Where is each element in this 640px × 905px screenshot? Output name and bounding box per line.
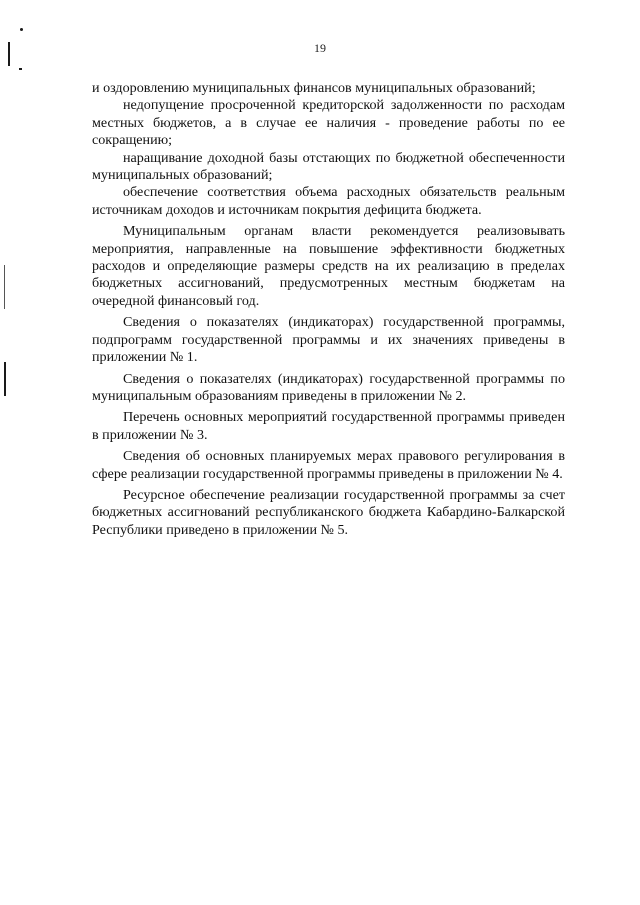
paragraph-9: Сведения об основных планируемых мерах правового регулирования в сфере реализации государственной программы приведены в приложении № 4. — [92, 448, 565, 482]
paragraph-7: Сведения о показателях (индикаторах) государственной программы по муниципальным образованиям приведены в приложении № 2. — [92, 370, 565, 404]
paragraph-8: Перечень основных мероприятий государственной программы приведен в приложении № 3. — [92, 409, 565, 443]
document-body — [92, 80, 565, 539]
paragraph-1: и оздоровлению муниципальных финансов муниципальных образований; — [92, 80, 536, 96]
paragraph-10: Ресурсное обеспечение реализации государственной программы за счет бюджетных ассигнований республиканского бюджета Кабардино-Балкарской Республики приведено в приложении № 5. — [92, 486, 565, 538]
scan-artifact-top — [20, 28, 23, 31]
paragraph-3: наращивание доходной базы отстающих по бюджетной обеспеченности муниципальных образований; — [92, 149, 565, 184]
paragraph-2: недопущение просроченной кредиторской задолженности по расходам местных бюджетов, а в случае ее наличия - проведение работы по ее сокращению; — [92, 97, 565, 149]
scan-artifact-bar-3 — [4, 362, 6, 396]
page-number: 19 — [314, 41, 326, 55]
paragraph-6: Сведения о показателях (индикаторах) государственной программы, подпрограмм государственной программы и их значениях приведены в приложении № 1. — [92, 314, 565, 366]
scan-artifact-bar-2 — [4, 265, 5, 309]
paragraph-4: обеспечение соответствия объема расходных обязательств реальным источникам доходов и источникам покрытия дефицита бюджета. — [92, 184, 565, 218]
scan-artifact-dot — [19, 68, 22, 70]
paragraph-5: Муниципальным органам власти рекомендуется реализовывать мероприятия, направленные на повышение эффективности бюджетных расходов и определяющие размеры средств на их реализацию в пределах бюджетных ассигнований, предусмотренных местным бюджетам на очередной финансовый год. — [92, 223, 565, 309]
